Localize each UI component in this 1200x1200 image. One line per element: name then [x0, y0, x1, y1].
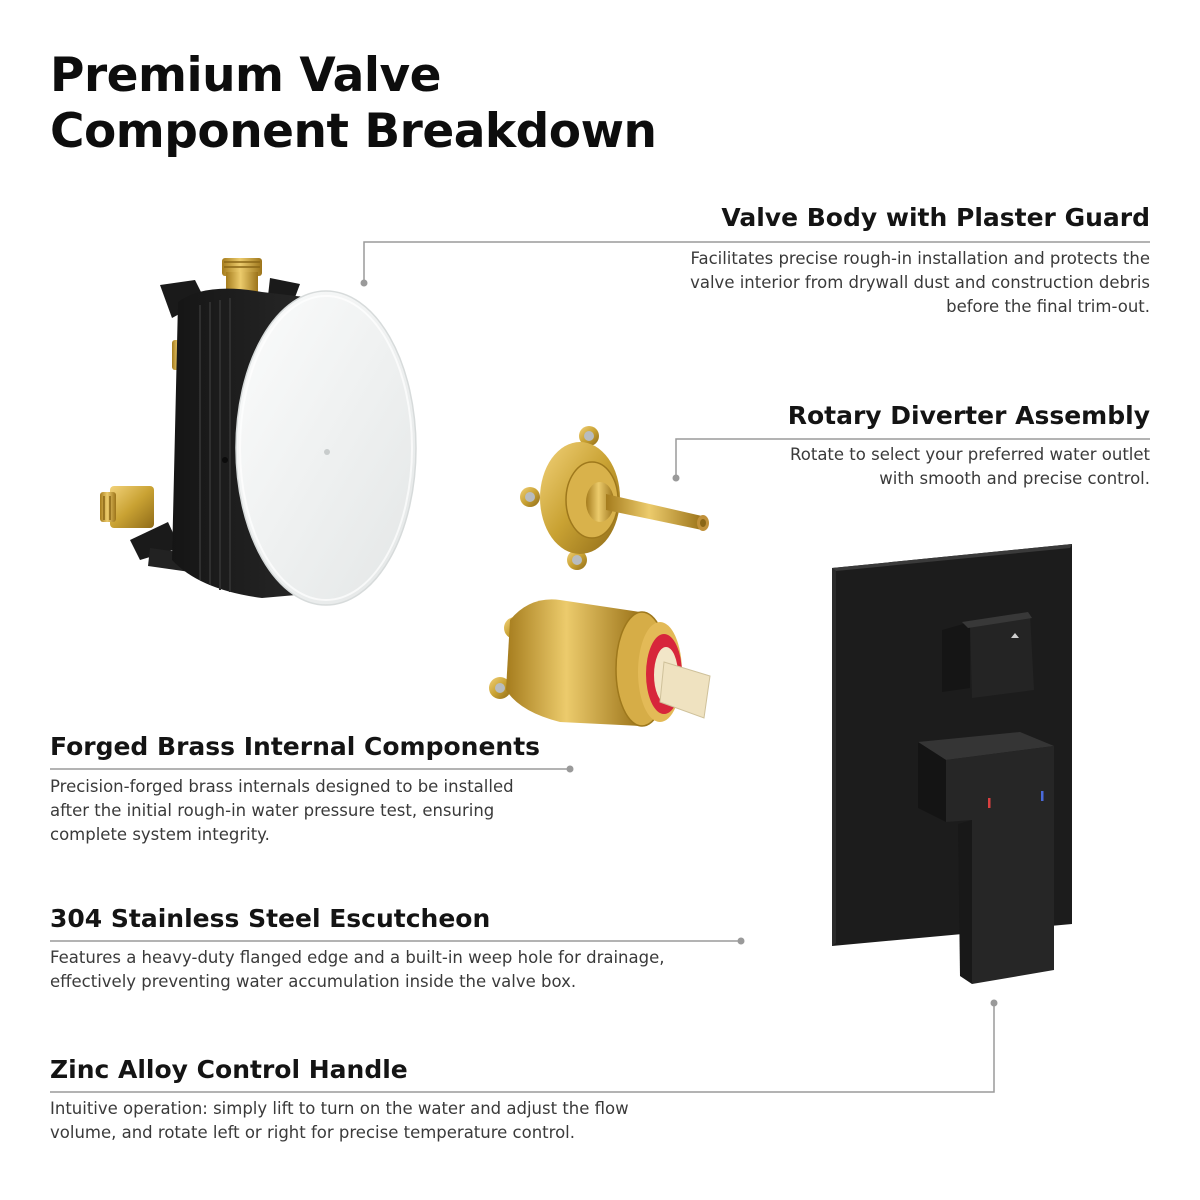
escutcheon-image — [832, 544, 1072, 984]
callout-escutcheon — [50, 938, 745, 945]
valve-body-image — [100, 258, 416, 605]
feature-control-handle-title: Zinc Alloy Control Handle — [50, 1055, 408, 1084]
feature-valve-body-title: Valve Body with Plaster Guard — [721, 203, 1150, 232]
feature-rotary-diverter-title: Rotary Diverter Assembly — [787, 401, 1150, 430]
page-title-line-2: Component Breakdown — [50, 104, 657, 159]
brass-cartridge-image — [489, 599, 710, 726]
page-title-line-1: Premium Valve — [50, 48, 442, 103]
feature-escutcheon-desc: Features a heavy-duty flanged edge and a built-in weep hole for drainage, effectively preventing water accumulation inside the valve box. — [50, 948, 665, 991]
callout-brass-internals — [50, 766, 574, 773]
feature-escutcheon-title: 304 Stainless Steel Escutcheon — [50, 904, 491, 933]
feature-brass-internals-desc: Precision-forged brass internals designed to be installed after the initial rough-in water pressure test, ensuring complete system integrity. — [50, 777, 514, 844]
page-title — [50, 48, 656, 160]
feature-brass-internals-title: Forged Brass Internal Components — [50, 732, 541, 761]
feature-control-handle-desc: Intuitive operation: simply lift to turn on the water and adjust the flow volume, and rotate left or right for precise temperature control. — [50, 1099, 629, 1142]
feature-rotary-diverter-desc: Rotate to select your preferred water outlet with smooth and precise control. — [790, 445, 1150, 488]
feature-valve-body-desc: Facilitates precise rough-in installation and protects the valve interior from drywall dust and construction debris before the final trim-out. — [690, 249, 1150, 316]
rotary-diverter-image — [520, 426, 709, 570]
